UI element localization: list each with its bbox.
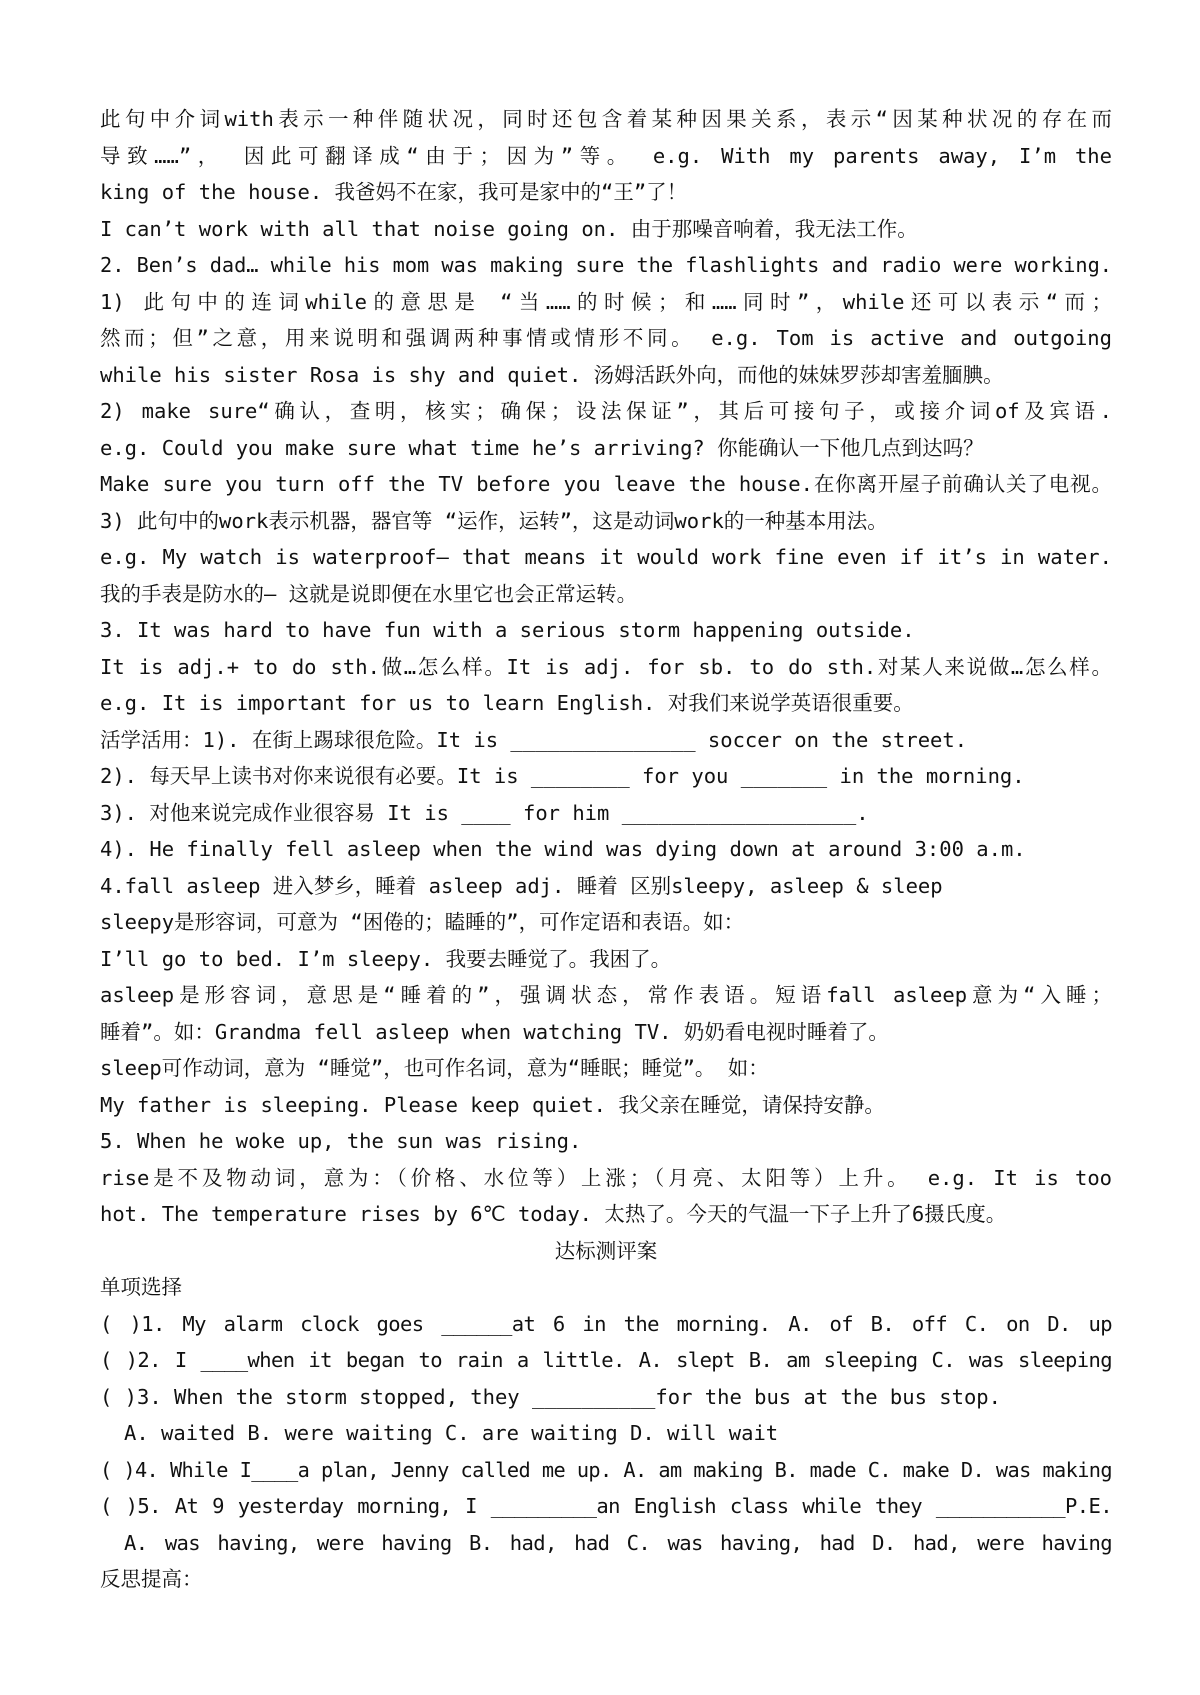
text-line: asleep是形容词，意思是“睡着的”，强调状态，常作表语。短语fall asleep意为“入睡；	[100, 983, 1112, 1007]
text-line: 然而；但”之意，用来说明和强调两种事情或情形不同。 e.g. Tom is active and outgoing	[100, 326, 1112, 350]
reflection-heading: 反思提高：	[100, 1567, 203, 1591]
exercise-line: 2). 每天早上读书对你来说很有必要。It is ________ for you _______ in the morning.	[100, 764, 1025, 788]
text-line: e.g. My watch is waterproof— that means it would work fine even if it’s in water.	[100, 545, 1112, 569]
notes-section	[100, 101, 1112, 1233]
exercise-line: 活学活用：1). 在街上踢球很危险。It is _______________ soccer on the street.	[100, 727, 968, 752]
text-line: It is adj.+ to do sth.做…怎么样。It is adj. for sb. to do sth.对某人来说做…怎么样。	[100, 654, 1112, 679]
text-line: rise是不及物动词，意为：（价格、水位等）上涨；（月亮、太阳等）上升。 e.g. It is too	[100, 1165, 1112, 1190]
text-line: 我的手表是防水的— 这就是说即便在水里它也会正常运转。	[100, 581, 638, 606]
quiz-question: ( )3. When the storm stopped, they __________for the bus at the bus stop.	[100, 1384, 1001, 1409]
text-line: 3) 此句中的work表示机器，器官等 “运作，运转”，这是动词work的一种基本用法。	[100, 508, 888, 533]
exercise-line: 3). 对他来说完成作业很容易 It is ____ for him ___________________.	[100, 800, 869, 825]
text-line: I can’t work with all that noise going on. 由于那噪音响着，我无法工作。	[100, 216, 918, 241]
text-line: sleepy是形容词，可意为 “困倦的；瞌睡的”，可作定语和表语。如：	[100, 910, 745, 934]
quiz-options: A. waited B. were waiting C. are waiting D. will wait	[124, 1421, 779, 1445]
text-line: 3. It was hard to have fun with a serious storm happening outside.	[100, 618, 915, 642]
text-line: 5. When he woke up, the sun was rising.	[100, 1129, 582, 1153]
text-line: 4.fall asleep 进入梦乡，睡着 asleep adj. 睡着 区别sleepy, asleep & sleep	[100, 873, 943, 898]
text-line: king of the house. 我爸妈不在家，我可是家中的“王”了！	[100, 180, 688, 204]
text-line: hot. The temperature rises by 6℃ today. 太热了。今天的气温一下子上升了6摄氏度。	[100, 1202, 1007, 1226]
quiz-question: ( )4. While I____a plan, Jenny called me up. A. am making B. made C. make D. was making	[100, 1457, 1112, 1482]
text-line: My father is sleeping. Please keep quiet. 我父亲在睡觉，请保持安静。	[100, 1092, 885, 1117]
text-line: 2) make sure“确认，查明，核实；确保；设法保证”，其后可接句子，或接介词of及宾语.	[100, 399, 1112, 423]
text-line: 4). He finally fell asleep when the wind was dying down at around 3:00 a.m.	[100, 837, 1026, 861]
text-line: while his sister Rosa is shy and quiet. 汤姆活跃外向，而他的妹妹罗莎却害羞腼腆。	[100, 362, 1004, 387]
text-line: e.g. It is important for us to learn English. 对我们来说学英语很重要。	[100, 691, 914, 715]
quiz-question: ( )1. My alarm clock goes ______at 6 in the morning. A. of B. off C. on D. up	[100, 1311, 1112, 1336]
text-line: 1) 此句中的连词while的意思是 “当……的时候；和……同时”，while还可以表示“而；	[100, 289, 1112, 314]
text-line: Make sure you turn off the TV before you leave the house.在你离开屋子前确认关了电视。	[100, 472, 1112, 496]
text-line: 导致……”， 因此可翻译成“由于；因为”等。 e.g. With my parents away, I’m the	[100, 143, 1112, 168]
text-line: 睡着”。如：Grandma fell asleep when watching TV. 奶奶看电视时睡着了。	[100, 1019, 889, 1044]
text-line: sleep可作动词，意为 “睡觉”，也可作名词，意为“睡眠；睡觉”。 如：	[100, 1056, 769, 1080]
quiz-section	[100, 1269, 1112, 1561]
text-line: 此句中介词with表示一种伴随状况，同时还包含着某种因果关系，表示“因某种状况的存在而	[100, 107, 1112, 131]
quiz-question: ( )5. At 9 yesterday morning, I _________an English class while they ___________P.E.	[100, 1494, 1112, 1518]
text-line: 2. Ben’s dad… while his mom was making sure the flashlights and radio were working.	[100, 253, 1112, 277]
section-title: 达标测评案	[554, 1238, 658, 1263]
quiz-question: ( )2. I ____when it began to rain a little. A. slept B. am sleeping C. was sleeping	[100, 1348, 1112, 1372]
quiz-heading: 单项选择	[100, 1275, 182, 1299]
quiz-options: A. was having, were having B. had, had C. was having, had D. had, were having	[124, 1530, 1112, 1555]
text-line: e.g. Could you make sure what time he’s arriving? 你能确认一下他几点到达吗？	[100, 435, 984, 460]
text-line: I’ll go to bed. I’m sleepy. 我要去睡觉了。我困了。	[100, 946, 672, 971]
